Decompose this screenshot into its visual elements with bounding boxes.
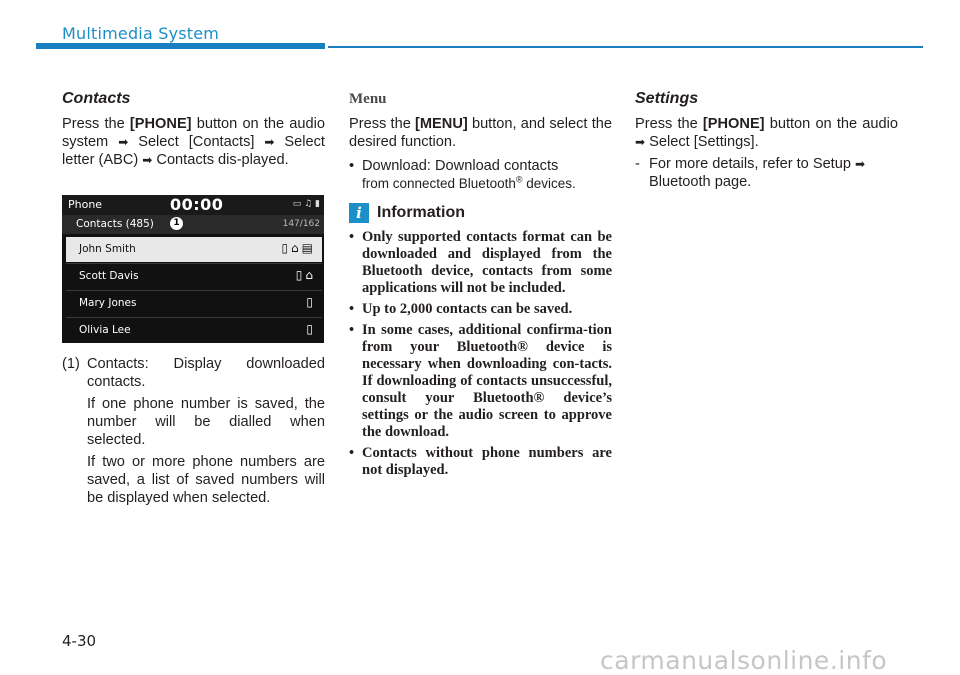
- header-rule: [328, 46, 923, 48]
- contacts-heading: Contacts: [62, 90, 131, 107]
- arrow-icon: ➡: [264, 135, 275, 149]
- contact-name: Mary Jones: [79, 297, 137, 309]
- contact-name: Olivia Lee: [79, 324, 131, 336]
- arrow-icon: ➡: [142, 153, 153, 167]
- contact-phone-icons: ▯⌂: [295, 268, 316, 282]
- page-number: 4-30: [62, 632, 97, 650]
- phone-contacts-screen: [62, 195, 324, 343]
- screen-clock: 00:00: [170, 195, 224, 214]
- info-icon: i: [349, 203, 369, 223]
- arrow-icon: ➡: [855, 157, 866, 171]
- screen-title: Phone: [68, 198, 103, 211]
- info-bullet: • In some cases, additional confirma-tion from your Bluetooth® device is necessary when downloading con-tacts. If downloading of contacts unsuccessful, consult your Bluetooth® device’s settings or the audio screen to approve the download.: [349, 322, 612, 440]
- contact-row[interactable]: [66, 237, 322, 262]
- info-bullet: • Only supported contacts format can be downloaded and displayed from the Bluetooth device, contacts from some applications will not be included.: [349, 229, 612, 296]
- contacts-count: 147/162: [282, 219, 320, 229]
- contact-phone-icons: ▯: [306, 322, 316, 336]
- contacts-intro: Press the [PHONE] button on the audio system ➡ Select [Contacts] ➡ Select letter (ABC) ➡ Contacts dis-played.: [62, 116, 325, 168]
- information-title: Information: [377, 204, 465, 221]
- information-list: [349, 229, 612, 479]
- contact-phone-icons: ▯: [306, 295, 316, 309]
- settings-note: - For more details, refer to Setup ➡ Bluetooth page.: [635, 156, 866, 190]
- header-bar: [36, 43, 325, 49]
- contacts-tab[interactable]: Contacts (485): [76, 218, 154, 230]
- watermark: carmanualsonline.info: [600, 646, 888, 675]
- contacts-notes: [62, 355, 325, 507]
- settings-intro: Press the [PHONE] button on the audio ➡ Select [Settings].: [635, 116, 898, 150]
- arrow-icon: ➡: [635, 135, 646, 149]
- contact-row[interactable]: [66, 291, 322, 316]
- contact-row[interactable]: [66, 318, 322, 343]
- information-box: [349, 201, 612, 225]
- contact-name: Scott Davis: [79, 270, 139, 282]
- contact-phone-icons: ▯⌂▤: [281, 241, 316, 255]
- info-bullet: • Up to 2,000 contacts can be saved.: [349, 301, 573, 317]
- section-title: Multimedia System: [62, 24, 220, 43]
- contact-row[interactable]: [66, 264, 322, 289]
- contacts-column: [62, 90, 325, 169]
- settings-column: [635, 90, 898, 191]
- contact-name: John Smith: [79, 243, 136, 255]
- numbered-item: (1) Contacts: Display downloaded contacts. If one phone number is saved, the number will be dialled when selected. If two or more phone numbers are saved, a list of saved numbers will be displayed when selected.: [62, 356, 325, 506]
- menu-bullet: • Download: Download contacts from connected Bluetooth® devices.: [349, 158, 576, 191]
- info-bullet: • Contacts without phone numbers are not displayed.: [349, 445, 612, 478]
- settings-heading: Settings: [635, 90, 699, 107]
- status-icons: ▭ ♫ ▮: [292, 199, 320, 209]
- callout-badge: 1: [170, 217, 183, 230]
- menu-column: [349, 90, 612, 479]
- menu-heading: Menu: [349, 91, 387, 107]
- menu-intro: Press the [MENU] button, and select the desired function.: [349, 116, 612, 150]
- arrow-icon: ➡: [118, 135, 129, 149]
